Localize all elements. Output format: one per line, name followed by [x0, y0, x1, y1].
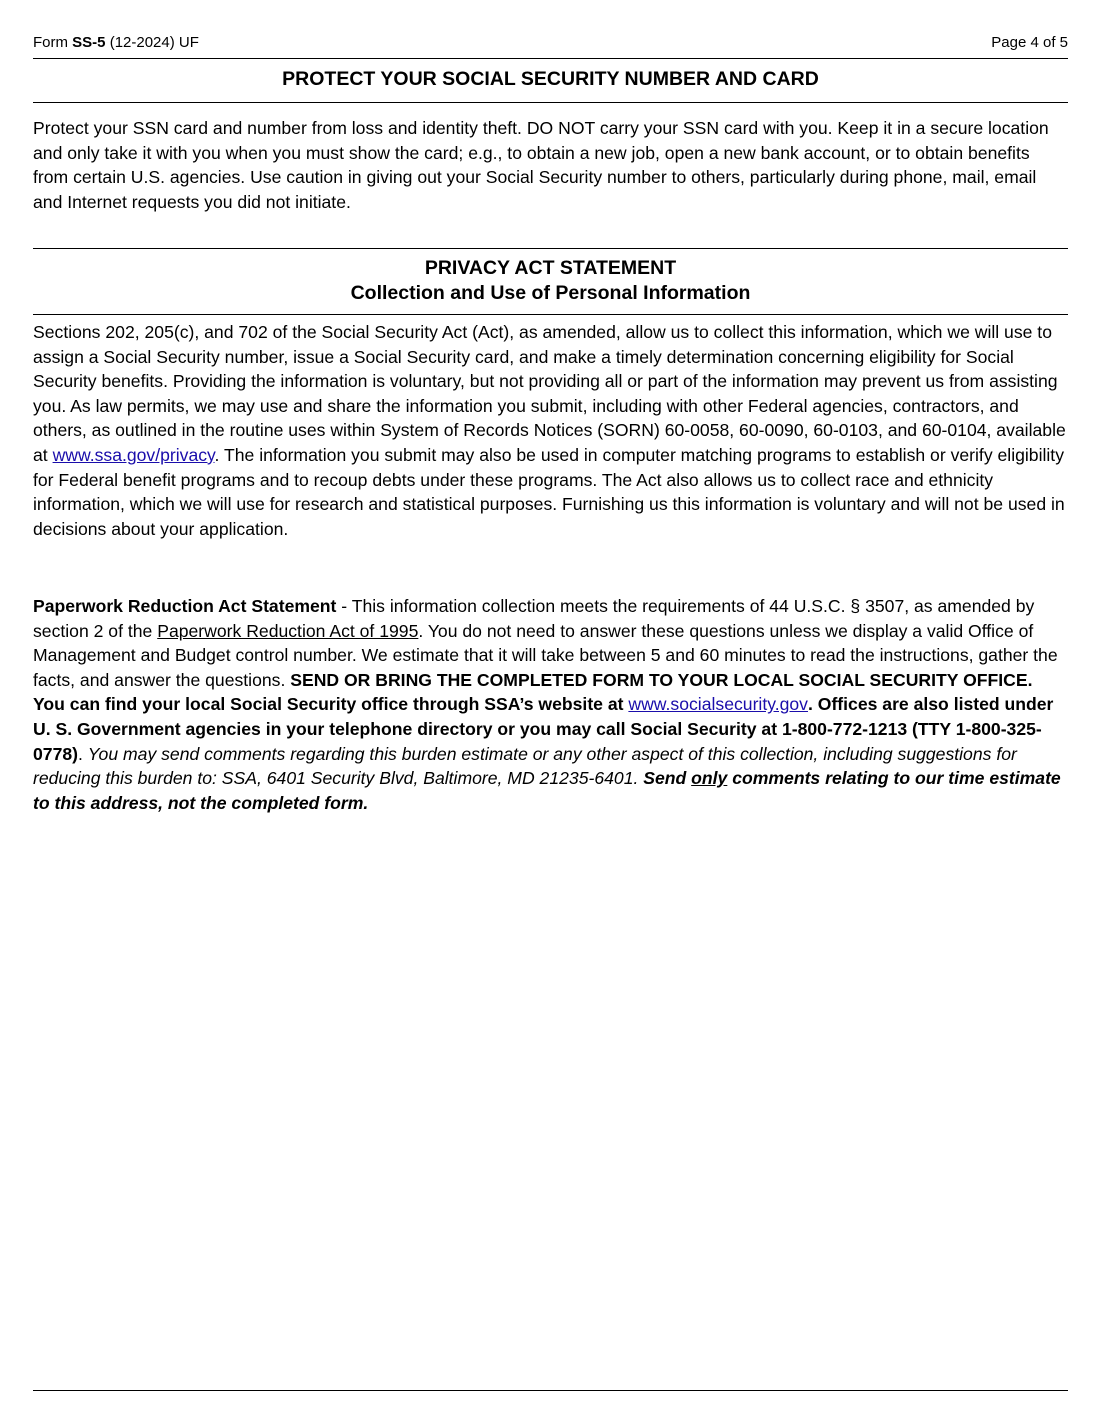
privacy-divider	[33, 314, 1068, 315]
paperwork-office-info: . Offices are also listed under U. S. Government agencies in your telephone directory or you may call Social Security at 1-800-772-1213 (TTY 1-800-325-0778)	[33, 694, 1054, 764]
paperwork-send-word: Send	[643, 768, 692, 789]
form-id: SS-5	[72, 34, 106, 51]
paperwork-text-1: - This information collection meets the requirements of 44 U.S.C. § 3507, as amended by section 2 of the	[33, 596, 1035, 641]
paperwork-only-word: only	[691, 768, 728, 789]
protect-divider	[33, 102, 1068, 103]
footer-divider	[33, 1390, 1068, 1391]
form-prefix: Form	[33, 34, 73, 51]
page-header	[33, 34, 1068, 52]
paperwork-comments: You may send comments regarding this burden estimate or any other aspect of this collection, including suggestions for reducing this burden to: SSA, 6401 Security Blvd, Baltimore, MD 21235-6401.	[33, 743, 1017, 789]
privacy-text-2: . The information you submit may also be used in computer matching programs to establish or verify eligibility for Federal benefit programs and to recoup debts under these programs. The Act also allows us to collect race and ethnicity information, which we will use for research and statistical purposes. Furnishing us this information is voluntary and will not be used in decisions about your application.	[33, 444, 1065, 539]
paperwork-label: Paperwork Reduction Act Statement	[33, 596, 337, 616]
page-number: Page 4 of 5	[991, 34, 1068, 51]
privacy-title: PRIVACY ACT STATEMENT	[424, 257, 677, 279]
form-identifier	[33, 34, 199, 52]
privacy-body	[33, 320, 1068, 541]
privacy-link[interactable]: www.ssa.gov/privacy	[52, 444, 215, 465]
privacy-text-1: Sections 202, 205(c), and 702 of the Social Security Act (Act), as amended, allow us to collect this information, which we will use to assign a Social Security number, issue a Social Security card, and make a timely determination concerning eligibility for Social Security benefits. Providing the information is voluntary, but not providing all or part of the information may prevent us from assisting you. As law permits, we may use and share the information you submit, including with other Federal agencies, contractors, and others, as outlined in the routine uses within System of Records Notices (SORN) 60-0058, 60-0090, 60-0103, and 60-0104, available at	[33, 322, 1066, 465]
paperwork-text-2: . You do not need to answer these questions unless we display a valid Office of Management and Budget control number. We estimate that it will take between 5 and 60 minutes to read the instructions, gather the facts, and answer the questions.	[33, 620, 1058, 690]
paperwork-closing: comments relating to our time estimate to this address, not the completed form.	[33, 768, 1061, 813]
privacy-subtitle: Collection and Use of Personal Information	[350, 282, 751, 304]
protect-body: Protect your SSN card and number from loss and identity theft. DO NOT carry your SSN card with you. Keep it in a secure location and only take it with you when you must show the card; e.g., to obtain a new job, open a new bank account, or to obtain benefits from certain U.S. agencies. Use caution in giving out your Social Security number to others, particularly during phone, mail, email and Internet requests you did not initiate.	[33, 118, 1049, 212]
header-divider	[33, 58, 1068, 59]
socialsecurity-link[interactable]: www.socialsecurity.gov	[628, 694, 808, 715]
paperwork-act-reference: Paperwork Reduction Act of 1995	[157, 620, 419, 641]
paperwork-send-instructions: SEND OR BRING THE COMPLETED FORM TO YOUR LOCAL SOCIAL SECURITY OFFICE. You can find your local Social Security office through SSA’s website at	[33, 669, 1033, 715]
paperwork-period: .	[78, 743, 88, 764]
form-revision: (12-2024) UF	[105, 34, 199, 51]
paperwork-statement	[33, 594, 1068, 815]
privacy-top-divider	[33, 248, 1068, 249]
protect-title: PROTECT YOUR SOCIAL SECURITY NUMBER AND CARD	[282, 68, 819, 90]
